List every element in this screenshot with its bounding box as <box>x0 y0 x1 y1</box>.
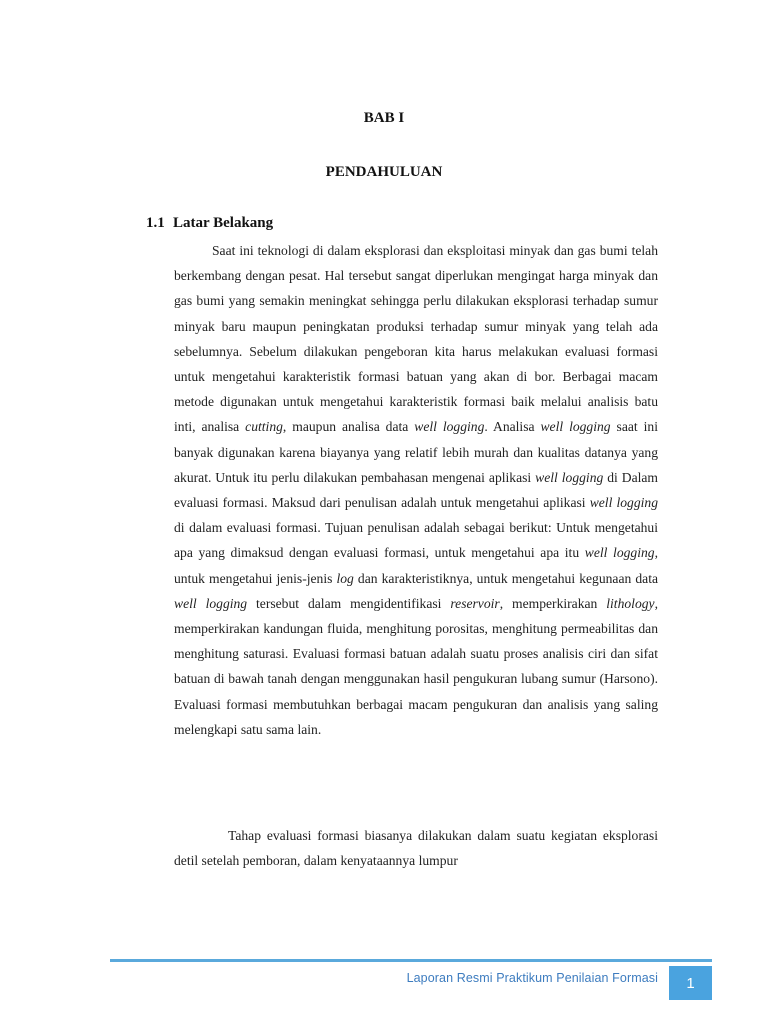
footer-title: Laporan Resmi Praktikum Penilaian Formasi <box>406 971 658 985</box>
italic-term: well logging <box>174 595 248 611</box>
section-heading <box>146 215 273 232</box>
body-paragraph-2: Tahap evaluasi formasi biasanya dilakukan dalam suatu kegiatan eksplorasi detil setelah pemboran, dalam kenyataannya lumpur <box>174 828 658 869</box>
text-run: Saat ini teknologi di dalam eksplorasi dan eksploitasi minyak dan gas bumi telah berkembang dengan pesat. Hal tersebut sangat diperlukan mengingat harga minyak dan gas bumi yang semakin meningkat sehingga perlu dilakukan eksplorasi terhadap sumur minyak baru maupun peningkatan produksi terhadap sumur minyak yang telah ada sebelumnya. Sebelum dilakukan pengeboran kita harus melakukan evaluasi formasi untuk mengetahui karakteristik formasi batuan yang akan di bor. Berbagai macam metode digunakan untuk mengetahui karakteristik formasi baik melalui analisis batu inti, analisa <box>174 243 658 435</box>
section-number: 1.1 <box>146 215 165 231</box>
text-run: , memperkirakan <box>499 595 607 611</box>
page-number: 1 <box>686 974 695 992</box>
text-run: saat ini banyak digunakan karena biayanya yang relatif lebih murah dan kualitas datanya yang akurat. Untuk itu perlu dilakukan pembahasan mengenai aplikasi <box>174 419 658 485</box>
text-run: . Analisa <box>484 419 541 435</box>
footer-divider <box>110 959 712 962</box>
italic-term: well logging <box>584 545 655 561</box>
text-run: , memperkirakan kandungan fluida, menghitung porositas, menghitung permeabilitas dan menghitung saturasi. Evaluasi formasi batuan adalah suatu proses analisis ciri dan sifat batuan di bawah tanah dengan menggunakan hasil pengukuran lubang sumur (Harsono). Evaluasi formasi membutuhkan berbagai macam pengukuran dan analisis yang saling melengkapi satu sama lain. <box>174 595 658 737</box>
chapter-title: PENDAHULUAN <box>325 164 443 180</box>
italic-term: log <box>336 570 354 586</box>
italic-term: well logging <box>414 419 485 435</box>
italic-term: cutting <box>245 419 283 435</box>
italic-term: well logging <box>589 495 658 511</box>
text-run: , untuk mengetahui jenis-jenis <box>174 545 658 586</box>
italic-term: well logging <box>535 469 604 485</box>
italic-term: reservoir <box>450 595 500 611</box>
section-title: Latar Belakang <box>173 215 274 231</box>
text-run: dan karakteristiknya, untuk mengetahui kegunaan data <box>353 570 659 586</box>
body-paragraph-1 <box>174 238 658 742</box>
italic-term: lithology <box>606 595 655 611</box>
text-run: di dalam evaluasi formasi. Tujuan penulisan adalah sebagai berikut: Untuk mengetahui apa yang dimaksud dengan evaluasi formasi, untuk mengetahui apa itu <box>174 520 658 561</box>
text-run: tersebut dalam mengidentifikasi <box>247 595 451 611</box>
text-run: di Dalam evaluasi formasi. Maksud dari penulisan adalah untuk mengetahui aplikasi <box>174 469 659 511</box>
page-number-badge <box>669 966 712 1000</box>
text-run: , maupun analisa data <box>282 419 415 435</box>
chapter-number: BAB I <box>363 110 405 126</box>
italic-term: well logging <box>540 419 611 435</box>
